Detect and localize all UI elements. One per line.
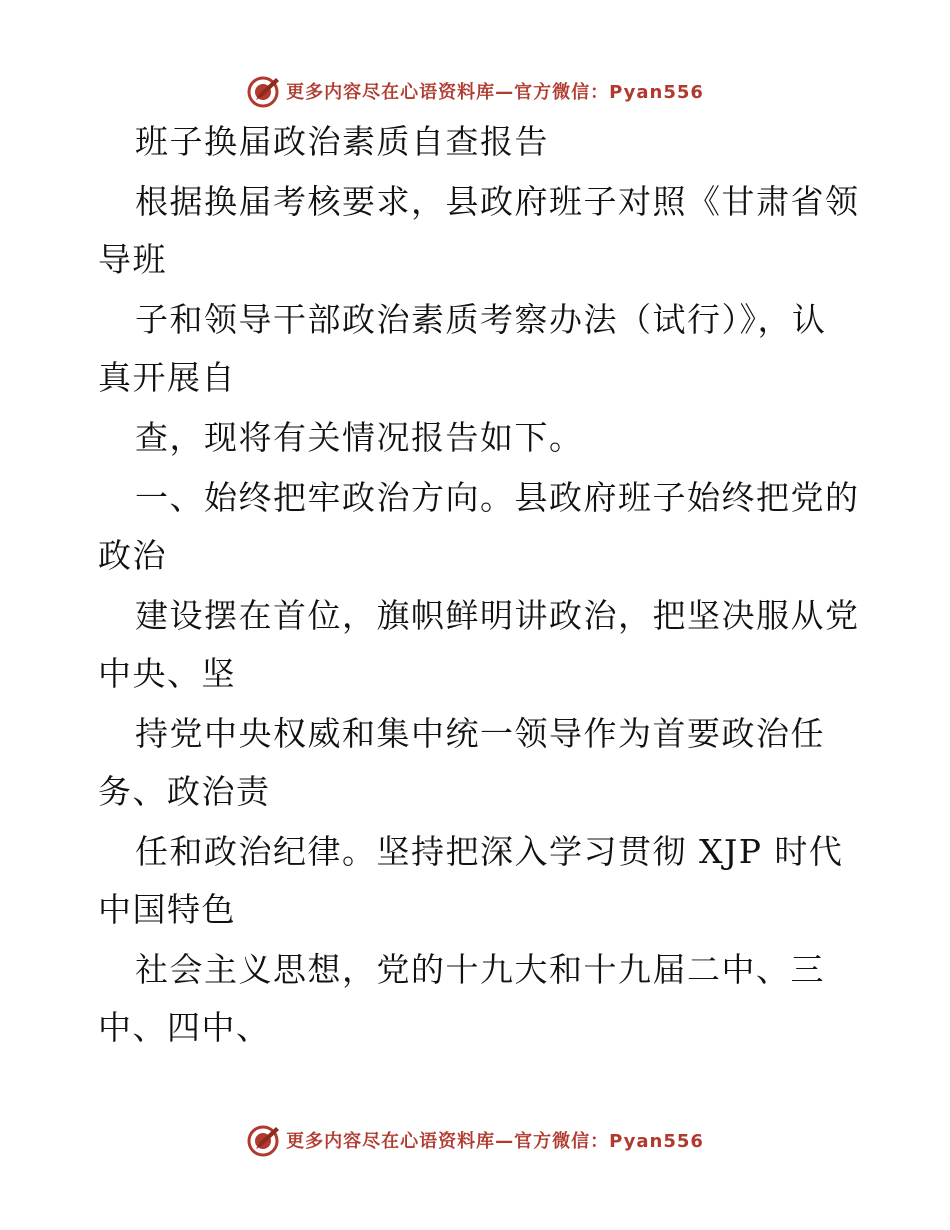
paragraph-line: 社会主义思想，党的十九大和十九届二中、三 bbox=[135, 950, 825, 989]
paragraph-line: 一、始终把牢政治方向。县政府班子始终把党的 bbox=[135, 478, 860, 517]
seal-pen-logo-icon bbox=[246, 1122, 282, 1158]
paragraph-line: 政治 bbox=[98, 536, 167, 575]
paragraph-line: 中央、坚 bbox=[98, 654, 236, 693]
seal-pen-logo-icon bbox=[246, 73, 282, 109]
paragraph-line: 查，现将有关情况报告如下。 bbox=[135, 418, 584, 457]
paragraph-line: 持党中央权威和集中统一领导作为首要政治任 bbox=[135, 714, 825, 753]
paragraph-line: 中、四中、 bbox=[98, 1008, 271, 1047]
paragraph-line: 真开展自 bbox=[98, 358, 236, 397]
watermark-banner-bottom bbox=[0, 1120, 950, 1160]
paragraph-line: 子和领导干部政治素质考察办法（试行）》，认 bbox=[135, 300, 827, 339]
paragraph-line: 建设摆在首位，旗帜鲜明讲政治，把坚决服从党 bbox=[135, 596, 860, 635]
paragraph-line: 务、政治责 bbox=[98, 772, 271, 811]
paragraph-line: 任和政治纪律。坚持把深入学习贯彻 XJP 时代 bbox=[135, 832, 844, 871]
paragraph-line: 中国特色 bbox=[98, 890, 236, 929]
watermark-text: 更多内容尽在心语资料库—官方微信：Pyan556 bbox=[286, 1131, 704, 1152]
paragraph-line: 根据换届考核要求，县政府班子对照《甘肃省领 bbox=[135, 182, 860, 221]
paragraph-line: 导班 bbox=[98, 240, 167, 279]
watermark-text: 更多内容尽在心语资料库—官方微信：Pyan556 bbox=[286, 82, 704, 103]
document-title: 班子换届政治素质自查报告 bbox=[135, 122, 549, 161]
watermark-banner-top bbox=[0, 71, 950, 111]
